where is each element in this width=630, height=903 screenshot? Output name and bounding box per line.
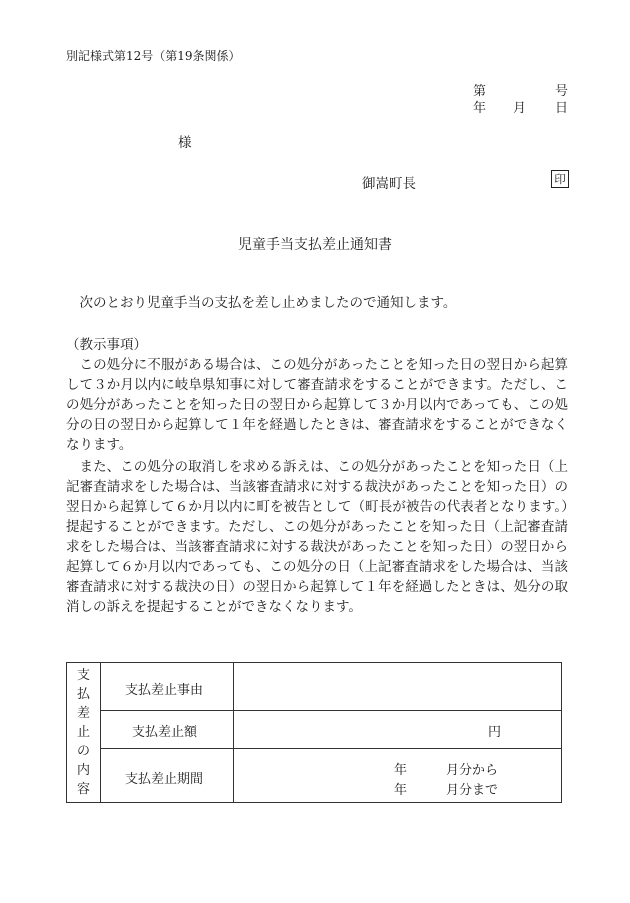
addressee-suffix: 様 — [178, 135, 192, 151]
suspension-details-table — [66, 662, 562, 803]
amount-unit: 円 — [488, 725, 502, 740]
reason-label: 支払差止事由 — [125, 683, 204, 698]
date-year-label: 年 — [473, 101, 487, 116]
table-divider-label — [233, 663, 234, 802]
table-row-divider-2 — [100, 748, 561, 749]
period-from-year: 年 — [394, 763, 408, 778]
table-divider-side — [100, 663, 101, 802]
table-row-divider-1 — [100, 710, 561, 711]
form-number: 別記様式第12号（第19条関係） — [66, 49, 241, 63]
notice-text: 次のとおり児童手当の支払を差し止めましたので通知します。 — [79, 295, 457, 311]
period-label: 支払差止期間 — [125, 772, 204, 787]
instructions-heading: （教示事項） — [66, 337, 147, 353]
document-number-dai: 第 — [473, 84, 487, 99]
amount-label: 支払差止額 — [132, 725, 198, 740]
document-title: 児童手当支払差止通知書 — [238, 237, 392, 253]
date-day-label: 日 — [555, 101, 569, 116]
period-to-month: 月分まで — [446, 783, 499, 798]
reason-value[interactable] — [247, 673, 547, 703]
document-number-go: 号 — [555, 84, 569, 99]
date-month-label: 月 — [513, 101, 527, 116]
instructions-paragraph-2: また、この処分の取消しを求める訴えは、この処分があったことを知った日（上記審査請求をした場合は、当該審査請求に対する裁決があったことを知った日）の翌日から起算して６か月以内に町を被告として（町長が被告の代表者となります。）提起することができます。ただし、この処分があったことを知った日（上記審査請求をした場合は、当該審査請求に対する裁決があったことを知った日）の翌日から起算して６か月以内であっても、この処分の日（上記審査請求をした場合は、当該審査請求に対する裁決の日）の翌日から起算して１年を経過したときは、処分の取消しの訴えを提起することができなくなります。 — [66, 459, 568, 615]
issuer-name: 御嵩町長 — [362, 176, 416, 192]
period-from-month: 月分から — [446, 763, 499, 778]
table-side-label — [67, 663, 100, 802]
table-side-label-text: 支 払 差 止 の 内 容 — [76, 668, 90, 797]
instructions-paragraph-1: この処分に不服がある場合は、この処分があったことを知った日の翌日から起算して３か月以内に岐阜県知事に対して審査請求をすることができます。ただし、この処分があったことを知った日の翌日から起算して３か月以内であっても、この処分の日の翌日から起算して１年を経過したときは、審査請求をすることができなくなります。 — [66, 357, 568, 453]
seal-mark: 印 — [551, 170, 569, 188]
period-to-year: 年 — [394, 783, 408, 798]
